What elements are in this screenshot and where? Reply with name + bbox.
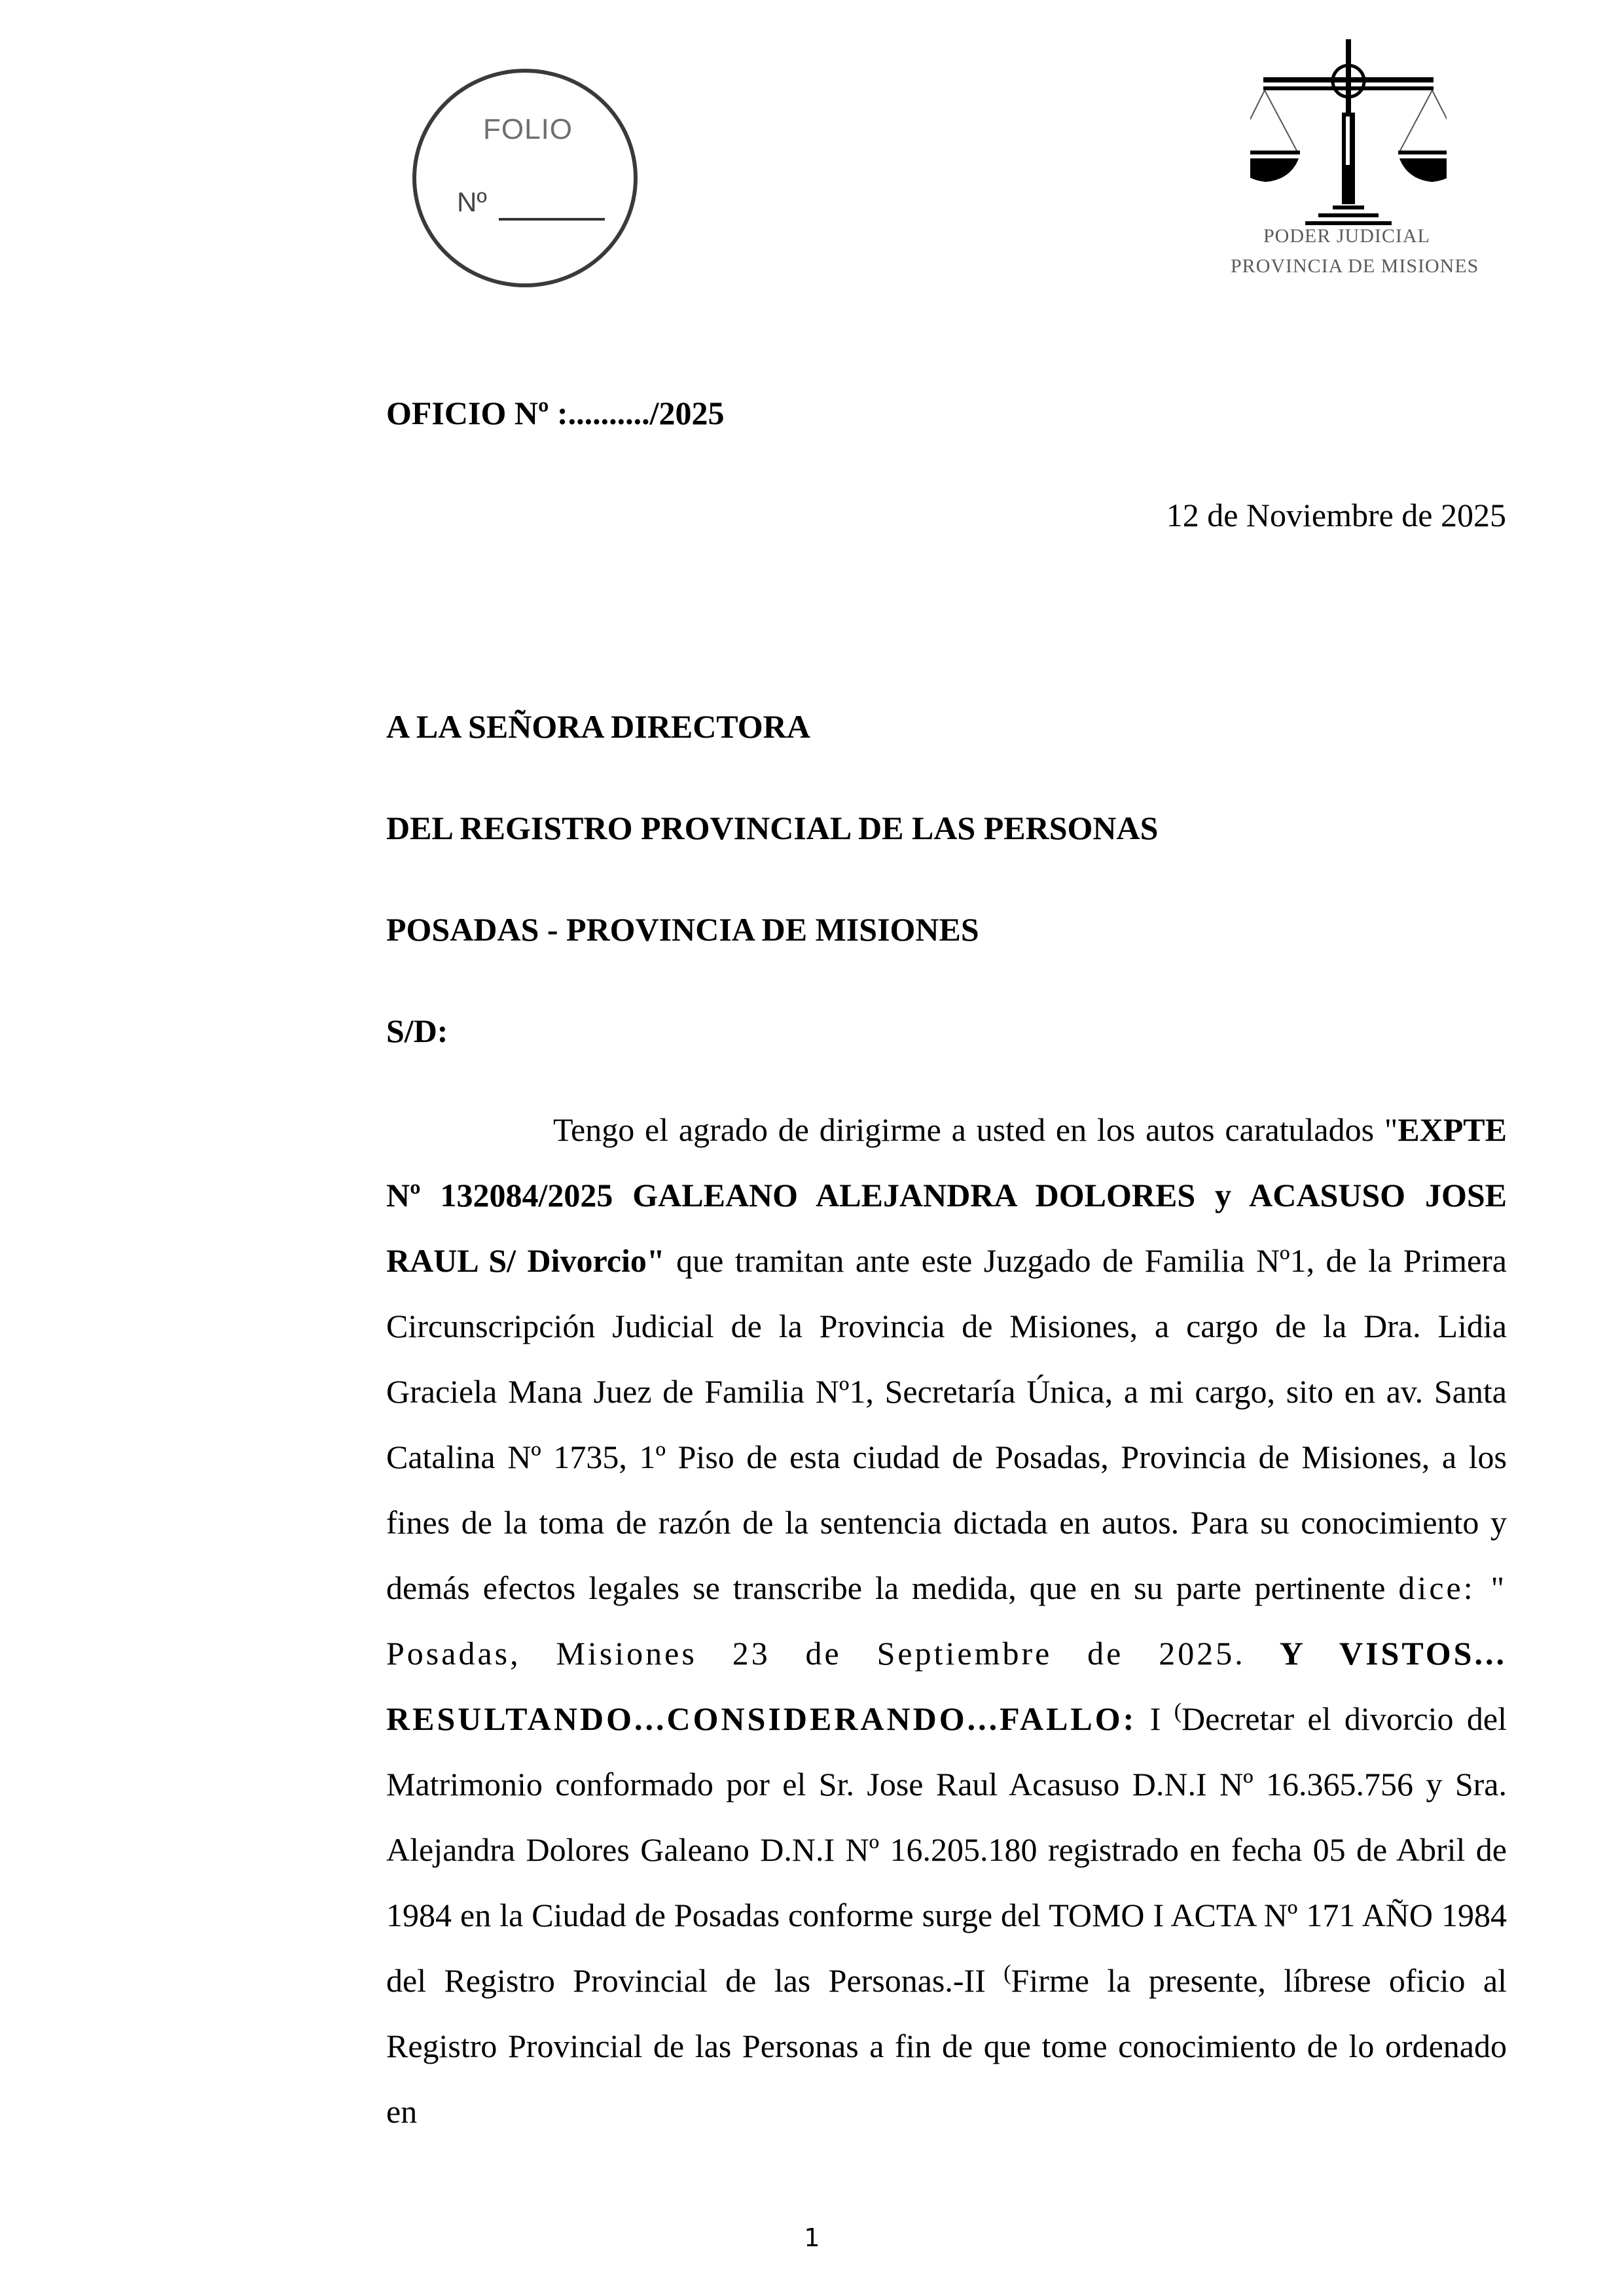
court-details: que tramitan ante este Juzgado de Familia Nº1, de la Primera Circunscripción Judicial de la Provincia de Misiones, a cargo de la Dra. Lidia Graciela Mana Juez de Familia Nº1, Secretaría Única, a mi cargo, sito en av. Santa Catalina Nº 1735, 1º Piso de esta ciudad de Posadas, Provincia de Misiones, a los fines de la toma de razón de la sentencia dictada en autos. Para su conocimiento y demás efectos legales se transcribe la medida, que en su parte pertinente bbox=[386, 1242, 1507, 1606]
recipient-line-2: DEL REGISTRO PROVINCIAL DE LAS PERSONAS bbox=[386, 810, 1159, 846]
ruling-item-2-text: Firme la presente, líbrese oficio al Registro Provincial de las Personas a fin de que tome conocimiento de lo ordenado en bbox=[386, 1962, 1507, 2130]
recipient-line-3: POSADAS - PROVINCIA DE MISIONES bbox=[386, 911, 979, 948]
ruling-quote-intro: dice: " Posadas, Misiones 23 de Septiembre de 2025. bbox=[386, 1570, 1507, 1672]
recipient-line-1: A LA SEÑORA DIRECTORA bbox=[386, 708, 810, 745]
folio-number-blank bbox=[499, 218, 605, 221]
ruling-item-2-mark: ( bbox=[1003, 1961, 1011, 1985]
ruling-item-1-mark: ( bbox=[1174, 1699, 1182, 1723]
folio-stamp bbox=[412, 69, 638, 287]
document-date: 12 de Noviembre de 2025 bbox=[1166, 497, 1506, 533]
folio-number-label: Nº bbox=[457, 187, 487, 217]
ruling-sections: Y VISTOS... RESULTANDO...CONSIDERANDO...FALLO: bbox=[386, 1635, 1507, 1737]
ruling-item-1-text: Decretar el divorcio del Matrimonio conformado por el Sr. Jose Raul Acasuso D.N.I Nº 16.365.756 y Sra. Alejandra Dolores Galeano D.N.I Nº 16.205.180 registrado en fecha 05 de Abril de 1984 en la Ciudad de Posadas conforme surge del TOMO I ACTA Nº 171 AÑO 1984 del Registro Provincial de las Personas.-II bbox=[386, 1700, 1507, 1999]
ruling-item-1-label: I bbox=[1136, 1700, 1174, 1737]
body-intro: Tengo el agrado de dirigirme a usted en los autos caratulados " bbox=[553, 1111, 1398, 1148]
logo-text-provincia: PROVINCIA DE MISIONES bbox=[1231, 255, 1479, 277]
oficio-number: OFICIO Nº :........../2025 bbox=[386, 395, 725, 431]
case-title: EXPTE Nº 132084/2025 GALEANO ALEJANDRA DOLORES y ACASUSO JOSE RAUL S/ Divorcio" bbox=[386, 1111, 1507, 1279]
folio-label: FOLIO bbox=[483, 113, 573, 145]
scales-of-justice-icon bbox=[1250, 39, 1447, 236]
salutation: S/D: bbox=[386, 1013, 448, 1049]
logo-text-poder-judicial: PODER JUDICIAL bbox=[1263, 225, 1430, 247]
body-paragraph bbox=[386, 1097, 1507, 2144]
page-number: 1 bbox=[804, 2223, 820, 2252]
